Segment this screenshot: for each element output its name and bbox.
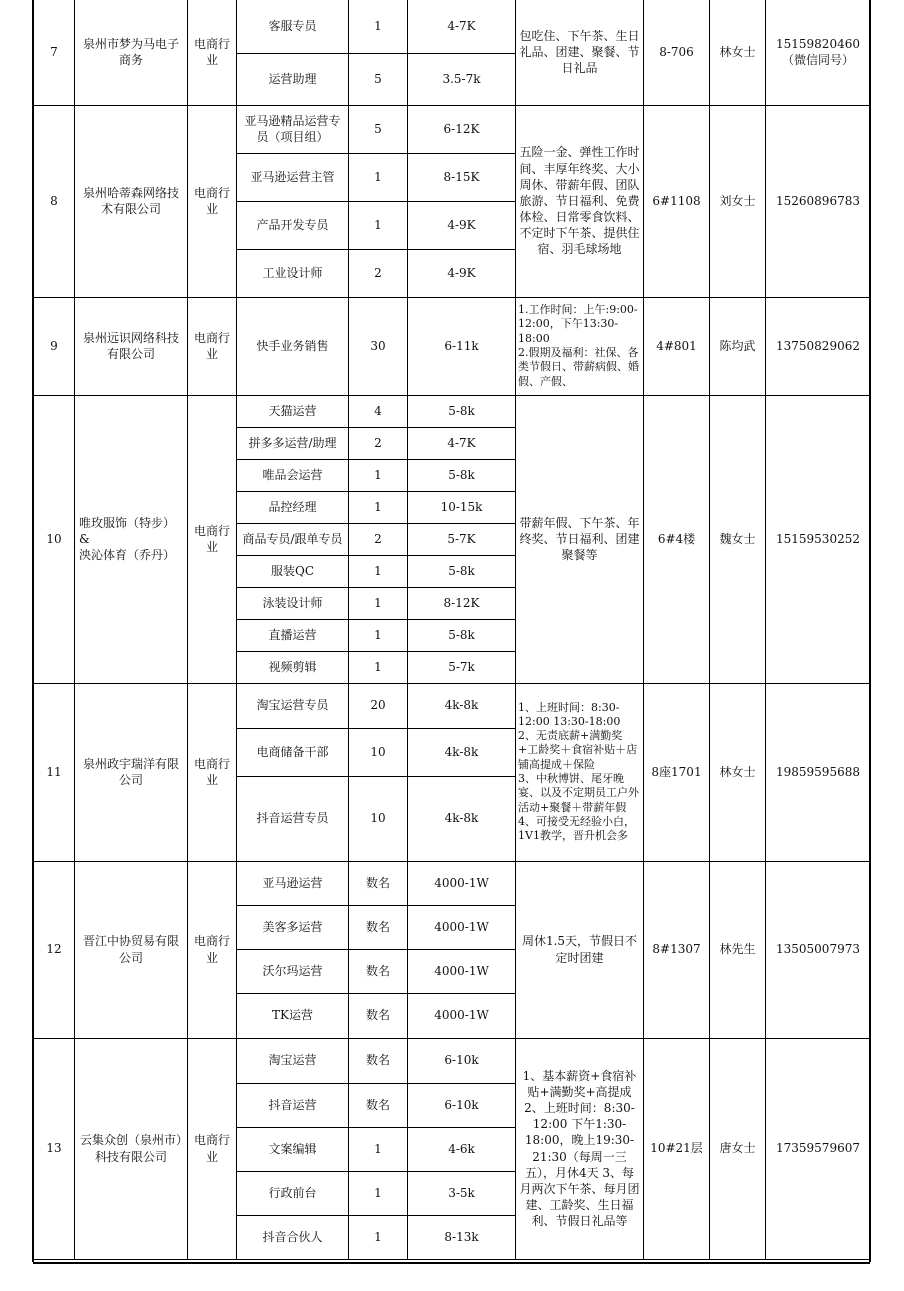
company-name: 泉州哈蒂森网络技术有限公司 xyxy=(75,105,188,297)
job-count: 数名 xyxy=(349,1083,408,1127)
job-title: 电商储备干部 xyxy=(237,728,349,776)
table-bottom-border xyxy=(33,1262,870,1264)
job-count: 1 xyxy=(349,619,408,651)
benefits: 包吃住、下午茶、生日礼品、团建、聚餐、节日礼品 xyxy=(516,0,644,105)
benefits xyxy=(516,683,644,861)
job-count: 数名 xyxy=(349,949,408,993)
job-count: 1 xyxy=(349,491,408,523)
job-title: 抖音运营专员 xyxy=(237,776,349,861)
industry: 电商行业 xyxy=(188,297,237,395)
recruitment-table xyxy=(33,0,871,1260)
job-salary: 5-8k xyxy=(408,395,516,427)
job-title: 沃尔玛运营 xyxy=(237,949,349,993)
job-salary: 6-12K xyxy=(408,105,516,153)
job-count: 1 xyxy=(349,153,408,201)
job-title: 亚马逊精品运营专员（项目组） xyxy=(237,105,349,153)
job-salary: 5-8k xyxy=(408,459,516,491)
job-title: 产品开发专员 xyxy=(237,201,349,249)
job-salary: 6-10k xyxy=(408,1083,516,1127)
job-salary: 5-8k xyxy=(408,619,516,651)
job-salary: 4k-8k xyxy=(408,683,516,728)
job-count: 数名 xyxy=(349,861,408,905)
benefits-line: 3、中秋博饼、尾牙晚宴、以及不定期员工户外活动+聚餐＋带薪年假 xyxy=(518,772,639,814)
job-salary: 4k-8k xyxy=(408,728,516,776)
job-count: 30 xyxy=(349,297,408,395)
job-title: 亚马逊运营 xyxy=(237,861,349,905)
job-salary: 4-6k xyxy=(408,1127,516,1171)
job-salary: 8-12K xyxy=(408,587,516,619)
job-title: 运营助理 xyxy=(237,53,349,105)
company-name: 云集众创（泉州市）科技有限公司 xyxy=(75,1038,188,1259)
job-salary: 3-5k xyxy=(408,1171,516,1215)
job-title: 品控经理 xyxy=(237,491,349,523)
table-row xyxy=(34,105,871,153)
job-count: 数名 xyxy=(349,993,408,1038)
job-count: 1 xyxy=(349,0,408,53)
job-salary: 3.5-7k xyxy=(408,53,516,105)
phone: 15159530252 xyxy=(766,395,871,683)
job-count: 1 xyxy=(349,1215,408,1259)
contact: 刘女士 xyxy=(710,105,766,297)
job-title: 亚马逊运营主管 xyxy=(237,153,349,201)
contact: 唐女士 xyxy=(710,1038,766,1259)
job-count: 1 xyxy=(349,1127,408,1171)
job-salary: 4-9K xyxy=(408,249,516,297)
job-count: 1 xyxy=(349,587,408,619)
room: 6#4楼 xyxy=(644,395,710,683)
benefits-line: 1、上班时间：8:30-12:00 13:30-18:00 xyxy=(518,700,621,728)
job-salary: 4-7K xyxy=(408,0,516,53)
room: 6#1108 xyxy=(644,105,710,297)
job-salary: 6-11k xyxy=(408,297,516,395)
job-title: 直播运营 xyxy=(237,619,349,651)
job-salary: 4000-1W xyxy=(408,949,516,993)
job-title: 行政前台 xyxy=(237,1171,349,1215)
job-title: 抖音运营 xyxy=(237,1083,349,1127)
contact: 魏女士 xyxy=(710,395,766,683)
job-title: TK运营 xyxy=(237,993,349,1038)
table-row xyxy=(34,1038,871,1083)
table-row xyxy=(34,0,871,53)
job-title: 视频剪辑 xyxy=(237,651,349,683)
row-number: 10 xyxy=(34,395,75,683)
table-row xyxy=(34,297,871,395)
job-title: 商品专员/跟单专员 xyxy=(237,523,349,555)
industry: 电商行业 xyxy=(188,683,237,861)
industry: 电商行业 xyxy=(188,1038,237,1259)
job-count: 10 xyxy=(349,728,408,776)
job-title: 工业设计师 xyxy=(237,249,349,297)
job-title: 客服专员 xyxy=(237,0,349,53)
job-title: 淘宝运营 xyxy=(237,1038,349,1083)
job-title: 拼多多运营/助理 xyxy=(237,427,349,459)
company-name: 晋江中协贸易有限公司 xyxy=(75,861,188,1038)
job-count: 1 xyxy=(349,651,408,683)
benefits-line: 4、可接受无经验小白，1V1教学，晋升机会多 xyxy=(518,814,635,843)
job-salary: 4k-8k xyxy=(408,776,516,861)
row-number: 11 xyxy=(34,683,75,861)
job-title: 唯品会运营 xyxy=(237,459,349,491)
contact: 林先生 xyxy=(710,861,766,1038)
job-salary: 10-15k xyxy=(408,491,516,523)
industry: 电商行业 xyxy=(188,861,237,1038)
industry: 电商行业 xyxy=(188,0,237,105)
row-number: 8 xyxy=(34,105,75,297)
room: 4#801 xyxy=(644,297,710,395)
job-salary: 8-13k xyxy=(408,1215,516,1259)
job-title: 快手业务销售 xyxy=(237,297,349,395)
job-salary: 5-7K xyxy=(408,523,516,555)
job-salary: 4-9K xyxy=(408,201,516,249)
contact: 林女士 xyxy=(710,0,766,105)
phone: 19859595688 xyxy=(766,683,871,861)
table-row xyxy=(34,395,871,427)
job-title: 文案编辑 xyxy=(237,1127,349,1171)
job-count: 数名 xyxy=(349,905,408,949)
room: 8座1701 xyxy=(644,683,710,861)
job-title: 抖音合伙人 xyxy=(237,1215,349,1259)
benefits-line: 2、无责底薪+满勤奖+工龄奖＋食宿补贴＋店铺高提成＋保险 xyxy=(518,729,638,771)
row-number: 7 xyxy=(34,0,75,105)
job-salary: 6-10k xyxy=(408,1038,516,1083)
job-title: 淘宝运营专员 xyxy=(237,683,349,728)
job-count: 数名 xyxy=(349,1038,408,1083)
job-title: 服装QC xyxy=(237,555,349,587)
job-count: 10 xyxy=(349,776,408,861)
company-name-line: & xyxy=(79,531,90,546)
job-count: 1 xyxy=(349,201,408,249)
job-salary: 4-7K xyxy=(408,427,516,459)
table-row xyxy=(34,861,871,905)
contact: 林女士 xyxy=(710,683,766,861)
job-salary: 4000-1W xyxy=(408,905,516,949)
job-title: 天猫运营 xyxy=(237,395,349,427)
job-title: 泳装设计师 xyxy=(237,587,349,619)
table-row xyxy=(34,683,871,728)
job-count: 5 xyxy=(349,105,408,153)
phone: 17359579607 xyxy=(766,1038,871,1259)
company-name: 泉州市梦为马电子商务 xyxy=(75,0,188,105)
phone: 15260896783 xyxy=(766,105,871,297)
company-name-line: 唯玫服饰（特步） xyxy=(79,515,176,530)
job-count: 2 xyxy=(349,249,408,297)
benefits: 五险一金、弹性工作时间、丰厚年终奖、大小周休、带薪年假、团队旅游、节日福利、免费体检、日常零食饮料、不定时下午茶、提供住宿、羽毛球场地 xyxy=(516,105,644,297)
phone: 13505007973 xyxy=(766,861,871,1038)
job-title: 美客多运营 xyxy=(237,905,349,949)
industry: 电商行业 xyxy=(188,105,237,297)
job-count: 20 xyxy=(349,683,408,728)
job-count: 1 xyxy=(349,1171,408,1215)
phone: 15159820460（微信同号） xyxy=(766,0,871,105)
job-salary: 4000-1W xyxy=(408,861,516,905)
company-name xyxy=(75,395,188,683)
room: 8#1307 xyxy=(644,861,710,1038)
benefits: 周休1.5天，节假日不定时团建 xyxy=(516,861,644,1038)
job-salary: 8-15K xyxy=(408,153,516,201)
benefits xyxy=(516,297,644,395)
industry: 电商行业 xyxy=(188,395,237,683)
company-name: 泉州远识网络科技有限公司 xyxy=(75,297,188,395)
row-number: 9 xyxy=(34,297,75,395)
job-count: 4 xyxy=(349,395,408,427)
job-salary: 4000-1W xyxy=(408,993,516,1038)
benefits: 带薪年假、下午茶、年终奖、节日福利、团建聚餐等 xyxy=(516,395,644,683)
room: 10#21层 xyxy=(644,1038,710,1259)
company-name: 泉州政宇瑞洋有限公司 xyxy=(75,683,188,861)
job-count: 2 xyxy=(349,427,408,459)
benefits-line: 2.假期及福利：社保、各类节假日、带薪病假、婚假、产假、 xyxy=(518,346,639,388)
room: 8-706 xyxy=(644,0,710,105)
benefits-line: 1.工作时间：上午:9:00-12:00，下午13:30-18:00 xyxy=(518,303,638,345)
phone: 13750829062 xyxy=(766,297,871,395)
job-salary: 5-7k xyxy=(408,651,516,683)
contact: 陈均武 xyxy=(710,297,766,395)
job-count: 1 xyxy=(349,555,408,587)
row-number: 13 xyxy=(34,1038,75,1259)
row-number: 12 xyxy=(34,861,75,1038)
job-salary: 5-8k xyxy=(408,555,516,587)
benefits: 1、基本薪资+食宿补贴+满勤奖+高提成 2、上班时间：8:30-12:00 下午1:30-18:00，晚上19:30-21:30（每周一三五），月休4天 3、每月两次下午茶、每月团建、工龄奖、生日福利、节假日礼品等 xyxy=(516,1038,644,1259)
job-count: 5 xyxy=(349,53,408,105)
job-count: 1 xyxy=(349,459,408,491)
company-name-line: 泱沁体育（乔丹） xyxy=(79,548,176,563)
job-count: 2 xyxy=(349,523,408,555)
